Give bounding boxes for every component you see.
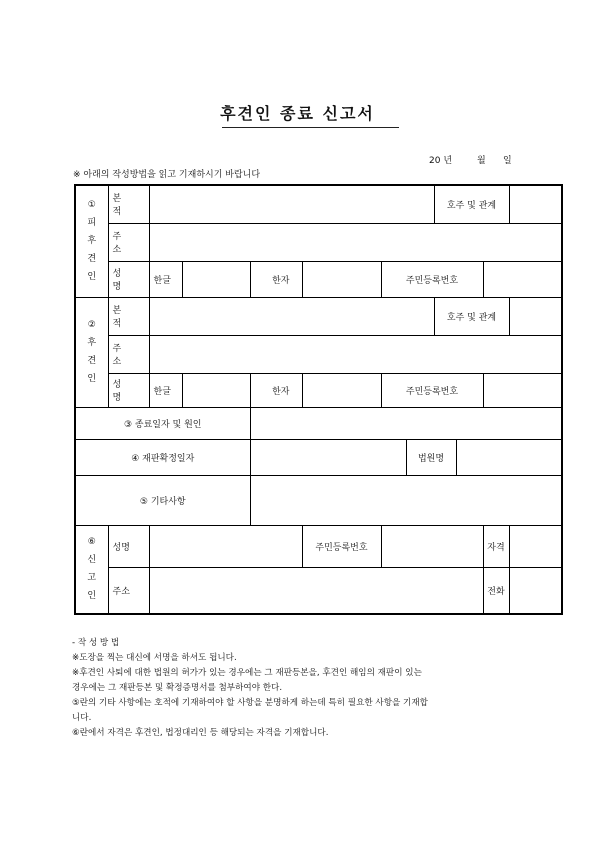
ward-domicile-field[interactable] [149,185,434,223]
ward-hanja-label: 한자 [250,261,302,297]
guardian-hangeul-label: 한글 [149,373,182,407]
date-month: 월 [477,156,486,166]
date-year: 20 년 [429,156,453,166]
ward-family-head-label: 호주 및 관계 [434,185,509,223]
reporter-address-label: 주소 [108,567,149,614]
reporter-phone-label: 전화 [483,567,509,614]
ward-address-field[interactable] [149,223,562,261]
guardian-family-head-label: 호주 및 관계 [434,297,509,335]
court-name-label: 법원명 [406,439,456,475]
title-underline [222,127,399,128]
instruction-line: ⑤란의 기타 사항에는 호적에 기재하여야 할 사항을 분명하게 하는데 특히 필요한 사항을 기재합 [72,698,428,708]
reporter-phone-field[interactable] [509,567,562,614]
guardian-address-field[interactable] [149,335,562,373]
instruction-line: ※도장을 찍는 대신에 서명을 하셔도 됩니다. [72,653,237,663]
instruction-line: ※후견인 사퇴에 대한 법원의 허가가 있는 경우에는 그 재판등본을, 후견인 해임의 재판이 있는 [72,668,422,678]
reporter-name-field[interactable] [149,525,302,567]
other-matters-label: ⑤ 기타사항 [75,475,250,525]
ward-domicile-label: 본 적 [108,185,149,223]
ward-hangeul-field[interactable] [182,261,250,297]
instructions [72,636,532,741]
ward-rrn-label: 주민등록번호 [381,261,483,297]
ward-rrn-field[interactable] [483,261,562,297]
instruction-line: ⑥란에서 자격은 후견인, 법정대리인 등 해당되는 자격을 기재합니다. [72,728,329,738]
instruction-line: 경우에는 그 재판등본 및 확정증명서를 첨부하여야 한다. [72,683,283,693]
judgment-date-label: ④ 재판확정일자 [75,439,250,475]
reporter-name-label: 성명 [108,525,149,567]
guardian-domicile-field[interactable] [149,297,434,335]
ward-family-head-field[interactable] [509,185,562,223]
guardian-name-label: 성 명 [108,373,149,407]
reporter-rrn-field[interactable] [381,525,483,567]
reporter-rrn-label: 주민등록번호 [302,525,381,567]
guardian-address-label: 주 소 [108,335,149,373]
guardian-section-label: ② 후 견 인 [75,297,108,407]
guardian-hanja-label: 한자 [250,373,302,407]
date-day: 일 [503,156,512,166]
guardian-hanja-field[interactable] [302,373,381,407]
reporter-address-field[interactable] [149,567,483,614]
guardian-family-head-field[interactable] [509,297,562,335]
judgment-date-field[interactable] [250,439,406,475]
reporter-qualification-field[interactable] [509,525,562,567]
end-date-reason-field[interactable] [250,407,562,439]
guardian-rrn-label: 주민등록번호 [381,373,483,407]
guardian-rrn-field[interactable] [483,373,562,407]
instruction-note: ※ 아래의 작성방법을 읽고 기재하시기 바랍니다 [73,170,261,180]
guardian-domicile-label: 본 적 [108,297,149,335]
ward-hanja-field[interactable] [302,261,381,297]
report-form-table [74,184,563,615]
ward-section-label: ① 피 후 견 인 [75,185,108,297]
ward-address-label: 주 소 [108,223,149,261]
instruction-line: 니다. [72,713,92,723]
instructions-heading: - 작 성 방 법 [72,638,120,648]
other-matters-field[interactable] [250,475,562,525]
form-title: 후견인 종료 신고서 [220,104,375,123]
guardian-hangeul-field[interactable] [182,373,250,407]
end-date-reason-label: ③ 종료일자 및 원인 [75,407,250,439]
reporter-section-label: ⑥ 신 고 인 [75,525,108,614]
reporter-qualification-label: 자격 [483,525,509,567]
ward-hangeul-label: 한글 [149,261,182,297]
ward-name-label: 성 명 [108,261,149,297]
court-name-field[interactable] [456,439,562,475]
